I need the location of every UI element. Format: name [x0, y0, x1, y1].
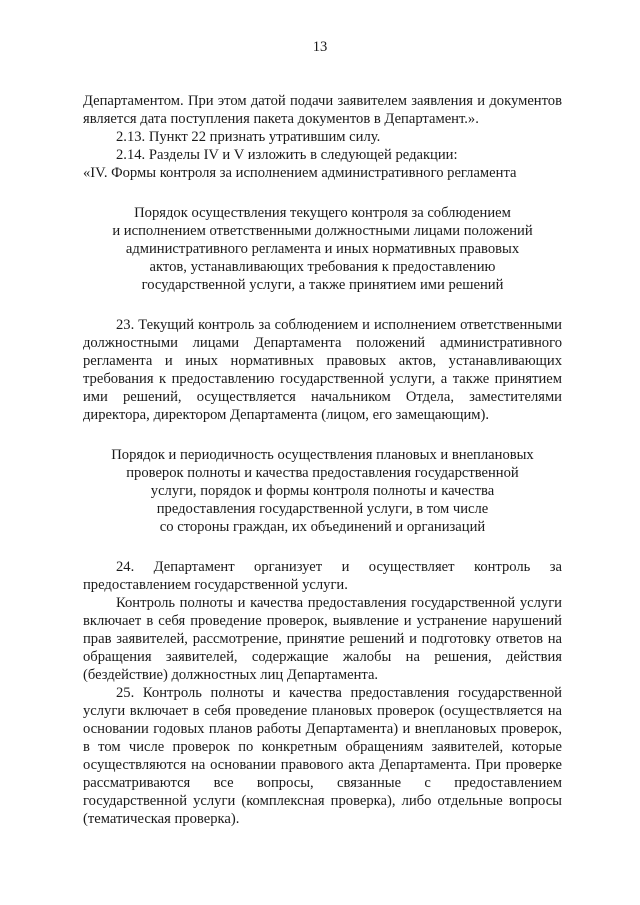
paragraph-24: 24. Департамент организует и осуществляет контроль за предоставлением государственной услуги.: [83, 559, 562, 593]
paragraph-25: 25. Контроль полноты и качества предоставления государственной услуги включает в себя проведение плановых проверок (осуществляется на основании годовых планов работы Департамента) и внеплановых проверок, в том числе проверок по конкретным обращениям заявителей, которые осуществляются на основании правового акта Департамента. При проверке рассматриваются все вопросы, связанные с предоставлением государственной услуги (комплексная проверка), либо отдельные вопросы (тематическая проверка).: [83, 685, 562, 827]
page-number: 13: [312, 39, 328, 55]
heading-line: предоставления государственной услуги, в том числе: [156, 501, 489, 517]
document-body: [83, 92, 562, 828]
paragraph-continuation: Департаментом. При этом датой подачи заявителем заявления и документов является дата поступления пакета документов в Департамент.».: [83, 93, 562, 127]
heading-line: государственной услуги, а также принятием ими решений: [141, 277, 504, 293]
paragraph-2-13: 2.13. Пункт 22 признать утратившим силу.: [116, 129, 381, 145]
heading-line: Порядок осуществления текущего контроля за соблюдением: [134, 205, 511, 221]
paragraph-23: 23. Текущий контроль за соблюдением и исполнением ответственными должностными лицами Департамента положений административного регламента и иных нормативных правовых актов, устанавливающих требования к предоставлению государственной услуги, а также принятием ими решений, осуществляется начальником Отдела, заместителями директора, директором Департамента (лицом, его замещающим).: [83, 317, 562, 423]
heading-line: актов, устанавливающих требования к предоставлению: [149, 259, 496, 275]
subsection-heading-1: [83, 204, 562, 294]
heading-line: Порядок и периодичность осуществления плановых и внеплановых: [111, 447, 534, 463]
heading-line: проверок полноты и качества предоставления государственной: [126, 465, 519, 481]
heading-line: административного регламента и иных нормативных правовых: [125, 241, 520, 257]
heading-line: и исполнением ответственными должностными лицами положений: [112, 223, 533, 239]
section-title-iv: «IV. Формы контроля за исполнением административного регламента: [83, 165, 517, 181]
heading-line: услуги, порядок и формы контроля полноты и качества: [150, 483, 495, 499]
paragraph-2-14: 2.14. Разделы IV и V изложить в следующей редакции:: [116, 147, 458, 163]
heading-line: со стороны граждан, их объединений и организаций: [159, 519, 486, 535]
subsection-heading-2: [83, 446, 562, 536]
paragraph-24-control: Контроль полноты и качества предоставления государственной услуги включает в себя проведение проверок, выявление и устранение нарушений прав заявителей, рассмотрение, принятие решений и подготовку ответов на обращения заявителей, содержащие жалобы на решения, действия (бездействие) должностных лиц Департамента.: [83, 595, 562, 683]
